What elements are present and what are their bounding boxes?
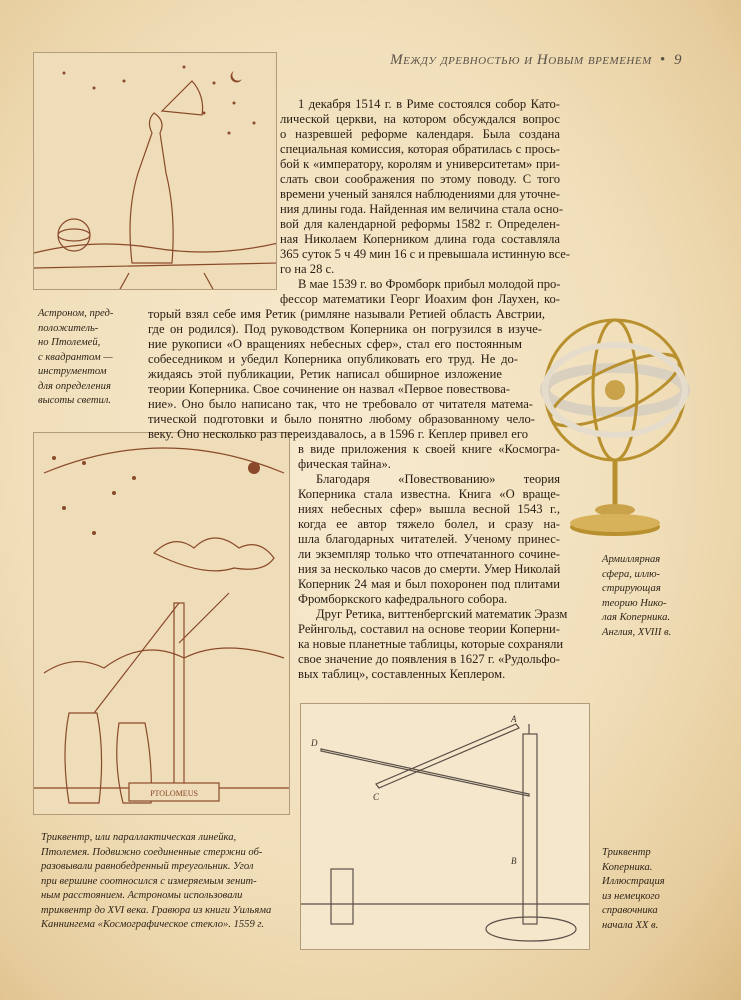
body-text-line: Коперника стала известна. Книга «О враще- (298, 487, 560, 501)
body-text-line: Благодаря «Повествованию» теория (316, 472, 560, 486)
body-text-line: времени ученый занялся наблюдениями для уточне- (280, 187, 560, 201)
caption-line: начала XX в. (602, 919, 659, 931)
body-text-line: шла благодарных читателей. Ученому принес- (298, 532, 560, 546)
label-c: C (373, 792, 380, 802)
caption-armillary-sphere (602, 553, 671, 640)
body-text-line: вой для календарной реформы 1582 г. Определен- (280, 217, 560, 231)
label-a: A (511, 714, 517, 724)
body-text-line: слать свои соображения по этому поводу. С того (280, 172, 560, 186)
body-text-line: ния длины года. Найденная им величина стала осно- (280, 202, 564, 216)
caption-line: для определения (38, 380, 111, 392)
body-text-line: свое значение до появления в 1627 г. «Рудольфо- (298, 652, 560, 666)
caption-line: но Птолемей, (38, 337, 101, 348)
caption-line: разовывали равнобедренный треугольник. Угол (41, 861, 254, 872)
body-text-line: лической церкви, на котором обсуждался вопрос (280, 112, 560, 126)
running-title: Между древностью и Новым временем (390, 52, 652, 68)
label-d: D (311, 738, 318, 748)
caption-line: при вершине соотносился с измеряемым зенит- (41, 875, 257, 887)
caption-line: высоты светил. (38, 395, 112, 406)
caption-line: стрирующая (602, 583, 661, 594)
caption-line: ным расстоянием. Астрономы использовали (41, 890, 243, 901)
caption-line: из немецкого (602, 890, 660, 902)
body-text-line: веку. Оно несколько раз переиздавалось, а в 1596 г. Кеплер привел его (148, 427, 528, 441)
body-text-line: ниях небесных сфер» вышла весной 1543 г., (298, 502, 560, 516)
body-text-line: фическая тайна». (298, 457, 391, 471)
ptolemy-triquetrum-woodcut-image (33, 432, 290, 815)
caption-line: Коперника. (602, 861, 653, 873)
caption-line: Каннингема «Космографическое стекло». 1559 г. (41, 919, 265, 930)
body-text-line: Коперник 24 мая и был похоронен под плитами (298, 577, 560, 591)
body-text-line: ние рукописи «О вращениях небесных сфер», стал его постоянным (148, 337, 522, 351)
caption-line: Армиллярная (602, 554, 661, 565)
caption-ptolemy-triquetrum (41, 831, 271, 933)
copernicus-triquetrum-engraving-image (300, 703, 590, 950)
caption-line: справочника (602, 905, 658, 916)
body-text-line: Фромборкского кафедрального собора. (298, 592, 508, 606)
caption-line: Птолемея. Подвижно соединенные стержни об- (41, 846, 263, 858)
caption-line: лая Коперника. (602, 612, 671, 623)
ptolemy-plate-label: PTOLOMEUS (150, 789, 198, 798)
body-text-line: фессор математики Георг Иоахим фон Лаухен, ко- (280, 292, 560, 306)
body-text-line: В мае 1539 г. во Фромборк прибыл молодой про- (298, 277, 561, 291)
caption-line: положитель- (38, 322, 99, 334)
body-text-line: вых таблиц», составленных Кеплером. (298, 667, 506, 681)
body-text-line: ния за несколько часов до смерти. Умер Николай (298, 562, 561, 576)
body-text-line: специальная комиссия, которая обратилась с прось- (280, 142, 560, 156)
body-text-line: го на 28 с. (280, 262, 335, 276)
body-text-line: ная Николаем Коперником длина года составляла (280, 232, 560, 246)
body-text-line: ка новые планетные таблицы, которые сохраняли (298, 637, 564, 651)
running-header (340, 52, 682, 69)
body-text-line: когда ее автор тяжело болел, и сразу на- (298, 517, 560, 531)
header-bullet: • (659, 52, 666, 68)
body-text-line: жидаясь этой публикации, Ретик написал обширное изложение (148, 367, 502, 381)
body-text-line: где он родился). Под руководством Коперника он погрузился в изуче- (148, 322, 542, 336)
body-text-line: торый взял себе имя Ретик (римляне называли Ретией область Австрии, (148, 307, 545, 321)
label-b: B (511, 856, 517, 866)
caption-line: инструментом (38, 366, 107, 377)
body-text-line: бой к «императору, королям и университетам» при- (280, 157, 560, 171)
body-text-line: о назревшей реформе календаря. Была создана (280, 127, 560, 141)
caption-line: Астроном, пред- (38, 308, 114, 319)
caption-line: Англия, XVIII в. (602, 626, 672, 638)
body-text-line: Рейнгольд, составил на основе теории Коперни- (298, 622, 560, 636)
body-text-line: ли экземпляр только что отпечатанного сочине- (298, 547, 560, 561)
body-text-line: ние». Оно было написано так, что не требовало от читателя матема- (148, 397, 533, 411)
body-text-line: Друг Ретика, виттенбергский математик Эразм (316, 607, 568, 621)
body-text-line: 365 суток 5 ч 49 мин 16 с и превышала истинную все- (280, 247, 571, 261)
caption-line: триквентр до XVI века. Гравюра из книги Уильяма (41, 904, 272, 916)
page-number: 9 (674, 52, 682, 68)
caption-line: теорию Нико- (602, 597, 667, 609)
body-text-line: 1 декабря 1514 г. в Риме состоялся собор Като- (298, 97, 560, 111)
body-text-line: в виде приложения к своей книге «Космогра- (298, 442, 560, 456)
caption-copernicus-triquetrum (602, 846, 665, 933)
body-text-line: тической подготовки и было понятно любому образованному чело- (148, 412, 535, 426)
caption-line: с квадрантом — (38, 351, 113, 363)
caption-line: Триквентр (602, 847, 651, 858)
caption-line: Триквентр, или параллактическая линейка, (41, 832, 237, 843)
caption-line: Иллюстрация (602, 876, 665, 887)
caption-astronomer (38, 307, 113, 409)
body-text-line: теории Коперника. Свое сочинение он назвал «Первое повествова- (148, 382, 510, 396)
body-text-line: собеседником и убедил Коперника опубликовать его труд. Не до- (148, 352, 518, 366)
caption-line: сфера, иллю- (602, 568, 661, 580)
astronomer-woodcut-image (33, 52, 277, 290)
